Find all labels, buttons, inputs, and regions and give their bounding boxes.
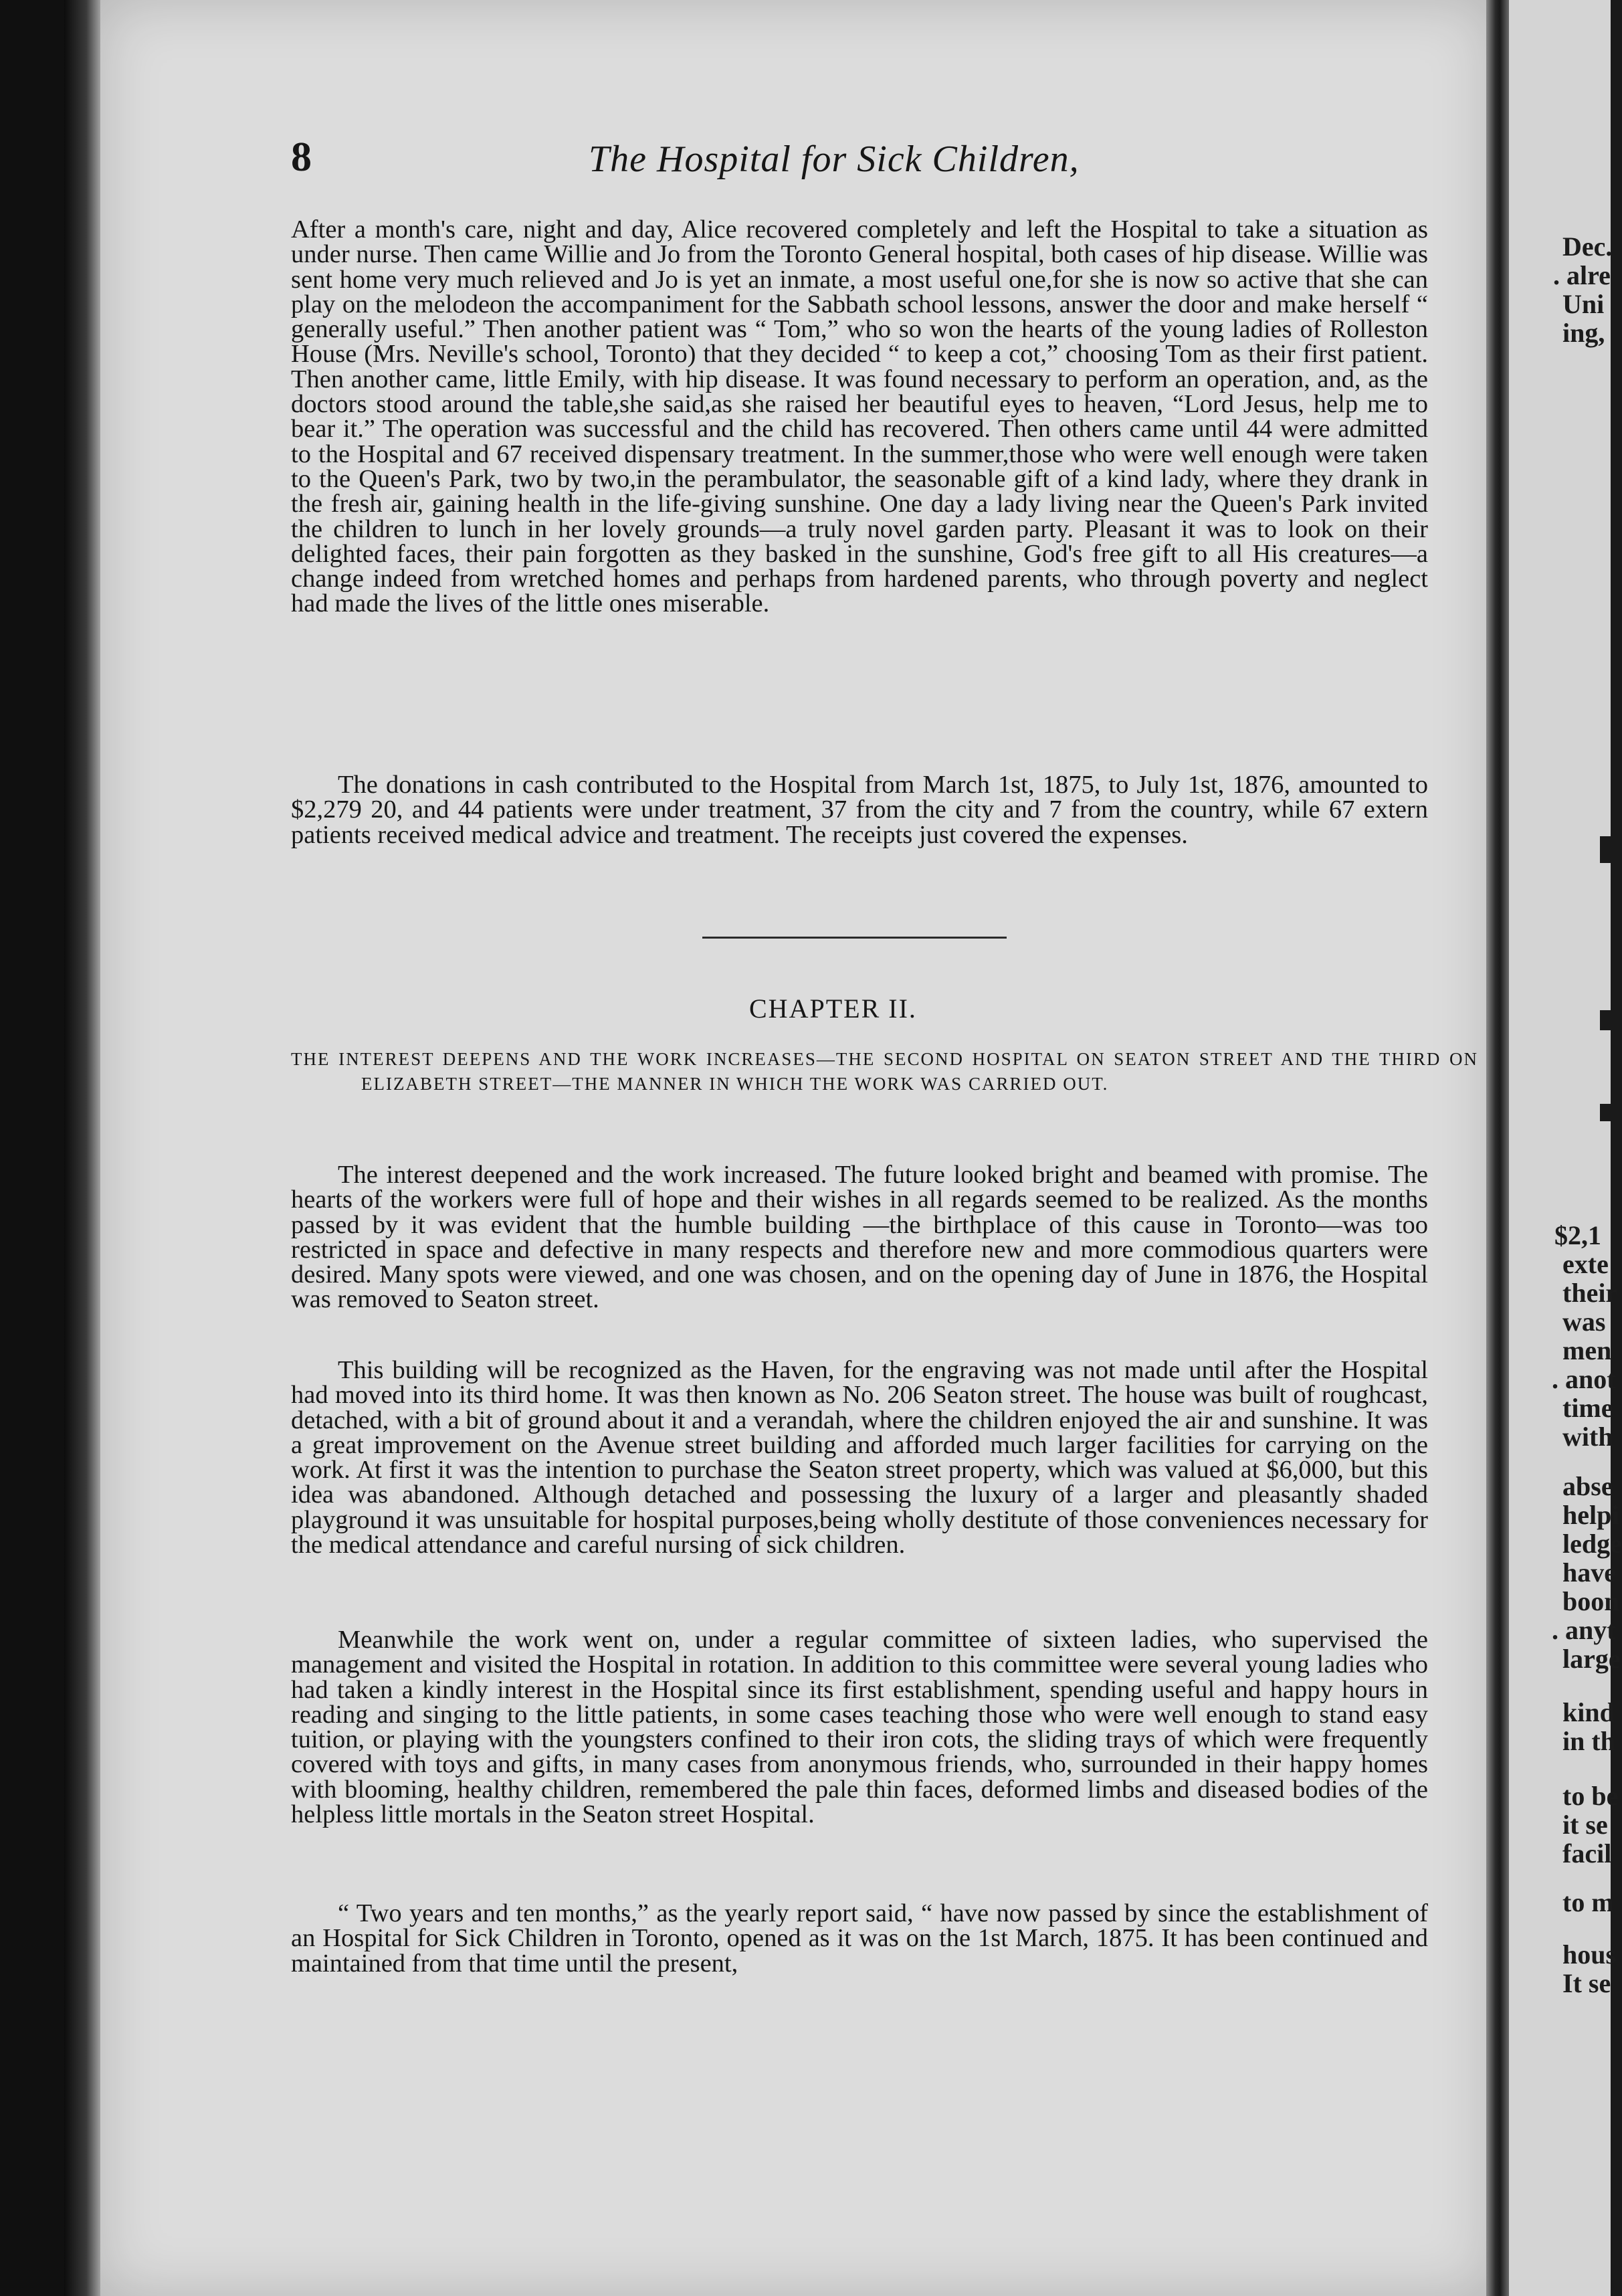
paragraph-report: “ Two years and ten months,” as the yearly report said, “ have now passed by since the establishment of an Hospital for Sick Children in Toronto, opened as it was on the 1st March, 1875. It has been continued and maintained from that time until the present, <box>291 1899 1428 1978</box>
next-page-fragment: . alre <box>1553 260 1611 290</box>
chapter-title: CHAPTER II. <box>749 993 917 1024</box>
running-title: The Hospital for Sick Children, <box>589 138 1080 180</box>
next-page-fragment: It se <box>1562 1968 1611 1998</box>
next-page-fragment: exte <box>1562 1249 1609 1279</box>
paragraph-donations: The donations in cash contributed to the Hospital from March 1st, 1875, to July 1st, 1876, amounted to $2,279 20, and 44 patients were under treatment, 37 from the city and 7 from the country, while 67 extern patients received medical advice and treatment. The receipts just covered the expenses. <box>291 771 1428 849</box>
next-page-fragment: $2,1 <box>1554 1220 1601 1250</box>
paragraph-interest: The interest deepened and the work increased. The future looked bright and beamed with promise. The hearts of the workers were full of hope and their wishes in all regards seemed to be realized. As the months passed by it was evident that the humble building —the birthplace of this cause in Toronto—was too restricted in space and defective in many respects and therefore new and more commodious quarters were desired. Many spots were viewed, and one was chosen, and on the opening day of June in 1876, the Hospital was removed to Seaton street. <box>291 1161 1428 1314</box>
next-page-fragment: it se <box>1562 1810 1608 1840</box>
paragraph-alice: After a month's care, night and day, Alice recovered completely and left the Hospital to take a situation as under nurse. Then came Willie and Jo from the Toronto General hospital, both cases of hip disease. Willie was sent home very much relieved and Jo is yet an inmate, a most useful one,for she is now so active that she can play on the melodeon the accompaniment for the Sabbath school lessons, answer the door and make herself “ generally useful.” Then another patient was “ Tom,” who so won the hearts of the young ladies of Rolleston House (Mrs. Neville's school, Toronto) that they decided “ to keep a cot,” choosing Tom as their first patient. Then another came, little Emily, with hip disease. It was found necessary to perform an operation, and, as the doctors stood around the table,she said,as she raised her beautiful eyes to heaven, “Lord Jesus, help me to bear it.” The operation was successful and the child has recovered. Then others came until 44 were admitted to the Hospital and 67 received dispensary treatment. In the summer,those who were well enough were taken to the Queen's Park, two by two,in the perambulator, the seasonable gift of a kind lady, where they drank in the fresh air, gaining health in the life-giving sunshine. One day a lady living near the Queen's Park invited the children to lunch in her lovely grounds—a truly novel garden party. Pleasant it was to look on their delighted faces, their pain forgotten as they basked in the sunshine, God's free gift to all His creatures—a change indeed from wretched homes and perhaps from hardened parents, who through poverty and neglect had made the lives of the little ones miserable. <box>291 215 1428 618</box>
next-page-fragment: Uni <box>1562 289 1605 319</box>
chapter-summary: THE INTEREST DEEPENS AND THE WORK INCREASES—THE SECOND HOSPITAL ON SEATON STREET AND THE THIRD ON ELIZABETH STREET—THE MANNER IN WHICH THE WORK WAS CARRIED OUT. <box>291 1049 1478 1094</box>
next-page-fragment: hous <box>1562 1939 1617 1970</box>
next-page-fragment: their <box>1562 1278 1618 1308</box>
paragraph-haven: This building will be recognized as the Haven, for the engraving was not made until after the Hospital had moved into its third home. It was then known as No. 206 Seaton street. The house was built of roughcast, detached, with a bit of ground about it and a verandah, where the children enjoyed the air and sunshine. It was a great improvement on the Avenue street building and afforded much larger facilities for carrying on the work. At first it was the intention to purchase the Seaton street property, which was valued at $6,000, but this idea was abandoned. Although detached and possessing the luxury of a larger and pleasantly shaded playground it was unsuitable for hospital purposes,being wholly destitute of those conveniences necessary for the medical attendance and careful nursing of sick children. <box>291 1356 1428 1559</box>
next-page-fragment: time <box>1562 1393 1613 1423</box>
book-gutter <box>1486 0 1509 2296</box>
next-page-fragment: abse <box>1562 1471 1613 1501</box>
next-page-fragment: in th <box>1562 1726 1615 1756</box>
margin-mark <box>1600 1010 1611 1030</box>
next-page-fragment: ledge <box>1562 1529 1622 1559</box>
paragraph-meanwhile: Meanwhile the work went on, under a regular committee of sixteen ladies, who supervised the management and visited the Hospital in rotation. In addition to this committee were several young ladies who had taken a kindly interest in the Hospital since its first establishment, spending useful and happy hours in reading and singing to the little patients, in some cases teaching those who were well enough to stand easy tuition, or playing with the youngsters confined to their iron cots, the sliding trays of which were frequently covered with toys and gifts, in many cases from anonymous friends, who, surrounded in their happy homes with blooming, healthy children, remembered the pale thin faces, deformed limbs and diseased bodies of the helpless little mortals in the Seaton street Hospital. <box>291 1626 1428 1829</box>
next-page-fragment: was <box>1562 1307 1606 1337</box>
next-page-fragment: . anyt <box>1552 1615 1616 1645</box>
next-page-fragment: with <box>1562 1422 1613 1452</box>
adjacent-page <box>1509 0 1622 2296</box>
next-page-fragment: . anot <box>1552 1364 1616 1394</box>
next-page-fragment: kind <box>1562 1697 1615 1727</box>
next-page-fragment: have <box>1562 1557 1616 1588</box>
page-header <box>291 134 1441 187</box>
next-page-fragment: to be <box>1562 1781 1619 1811</box>
next-page-fragment: facil <box>1562 1838 1612 1869</box>
next-page-fragment: men <box>1562 1335 1612 1365</box>
margin-mark <box>1600 1104 1611 1121</box>
next-page-fragment: boon <box>1562 1586 1619 1616</box>
page-left-edge <box>64 0 104 2296</box>
next-page-fragment: Dec. <box>1562 231 1613 262</box>
next-page-fragment: large <box>1562 1644 1621 1674</box>
margin-mark <box>1600 836 1611 863</box>
page-number: 8 <box>291 134 312 180</box>
section-divider <box>702 937 1007 939</box>
next-page-fragment: to m <box>1562 1887 1614 1917</box>
next-page-fragment: helpi <box>1562 1500 1619 1530</box>
next-page-fragment: ing, <box>1562 318 1605 348</box>
